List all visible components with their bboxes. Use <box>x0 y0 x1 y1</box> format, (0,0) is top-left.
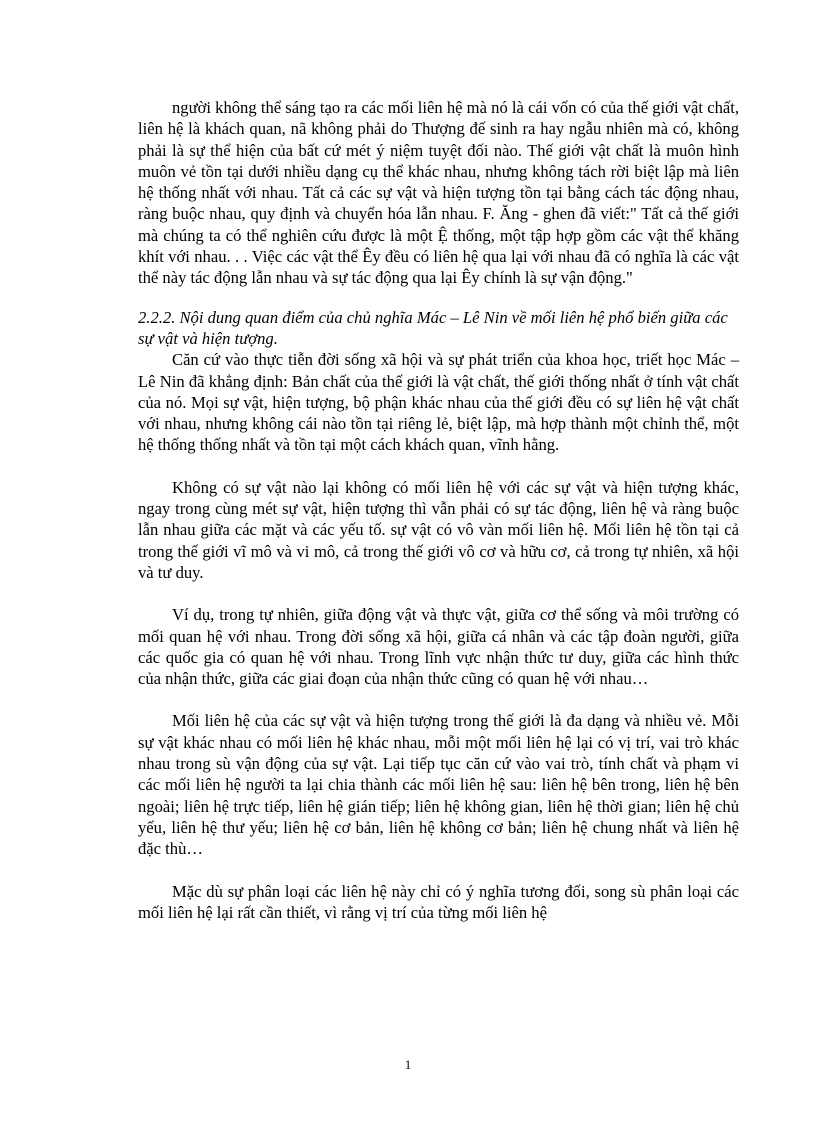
paragraph-example: Ví dụ, trong tự nhiên, giữa động vật và thực vật, giữa cơ thể sống và môi trường có mối quan hệ với nhau. Trong đời sống xã hội, giữa cá nhân và các tập đoàn người, giữa các quốc gia có quan hệ với nhau. Trong lĩnh vực nhận thức tư duy, giữa các hình thức của nhận thức, giữa các giai đoạn của nhận thức cũng có quan hệ với nhau… <box>138 605 739 689</box>
paragraph-classification: Mặc dù sự phân loại các liên hệ này chỉ có ý nghĩa tương đối, song sù phân loại các mối liên hệ lại rất cần thiết, vì rằng vị trí của từng mối liên hệ <box>138 881 739 922</box>
page-number: 1 <box>404 1057 412 1072</box>
paragraph-basis: Căn cứ vào thực tiễn đời sống xã hội và sự phát triển của khoa học, triết học Mác – Lê Nin đã khẳng định: Bản chất của thế giới là vật chất, thế giới thống nhất ở tính vật chất của nó. Mọi sự vật, hiện tượng, bộ phận khác nhau của thế giới đều có sự liên hệ vật chất với nhau, nhưng không cái nào tồn tại riêng lẻ, biệt lập, mà hợp thành một chỉnh thể, một hệ thống thống nhất và tồn tại một cách khách quan, vĩnh hằng. <box>138 350 739 455</box>
paragraph-continuation: người không thể sáng tạo ra các mối liên hệ mà nó là cái vốn có của thế giới vật chất, liên hệ là khách quan, nã không phải do Thượng đế sinh ra hay ngẫu nhiên mà có, không phải là sự thể hiện của bất cứ mét ý niệm tuyệt đối nào. Thế giới vật chất là muôn hình muôn vẻ tồn tại dưới nhiều dạng cụ thể khác nhau, nhưng không tách rời biệt lập mà liên hệ thống nhất với nhau. Tất cả các sự vật và hiện tượng tồn tại bằng cách tác động nhau, ràng buộc nhau, quy định và chuyển hóa lẫn nhau. F. Ăng - ghen đã viết:" Tất cả thế giới mà chúng ta có thể nghiên cứu được là một Ệ thống, một tập hợp gồm các vật thể khăng khít với nhau. . . Việc các vật thể Êy đều có liên hệ qua lại với nhau đã có nghĩa là các vật thể này tác động lẫn nhau và sự tác động qua lại Êy chính là sự vận động." <box>138 98 739 288</box>
paragraph-universal-connection: Không có sự vật nào lại không có mối liên hệ với các sự vật và hiện tượng khác, ngay trong cùng mét sự vật, hiện tượng thì vẫn phải có sự tác động, liên hệ và ràng buộc lẫn nhau giữa các mặt và các yếu tố. sự vật có vô vàn mối liên hệ. Mối liên hệ tồn tại cả trong thế giới vĩ mô và vi mô, cả trong thế giới vô cơ và hữu cơ, cả trong tự nhiên, xã hội và tư duy. <box>138 477 739 582</box>
section-heading: 2.2.2. Nội dung quan điểm của chủ nghĩa Mác – Lê Nin về mối liên hệ phổ biến giữa các sự vật và hiện tượng. <box>138 307 728 348</box>
paragraph-diversity: Mối liên hệ của các sự vật và hiện tượng trong thế giới là đa dạng và nhiều vẻ. Mỗi sự vật khác nhau có mối liên hệ khác nhau, mỗi một mối liên hệ lại có vị trí, vai trò khác nhau trong sù vận động của sự vật. Lại tiếp tục căn cứ vào vai trò, tính chất và phạm vi các mối liên hệ người ta lại chia thành các mối liên hệ sau: liên hệ bên trong, liên hệ bên ngoài; liên hệ trực tiếp, liên hệ gián tiếp; liên hệ không gian, liên hệ thời gian; liên hệ chủ yếu, liên hệ thư yếu; liên hệ cơ bản, liên hệ không cơ bản; liên hệ chung nhất và liên hệ đặc thù… <box>138 711 739 859</box>
body-text <box>138 97 739 923</box>
